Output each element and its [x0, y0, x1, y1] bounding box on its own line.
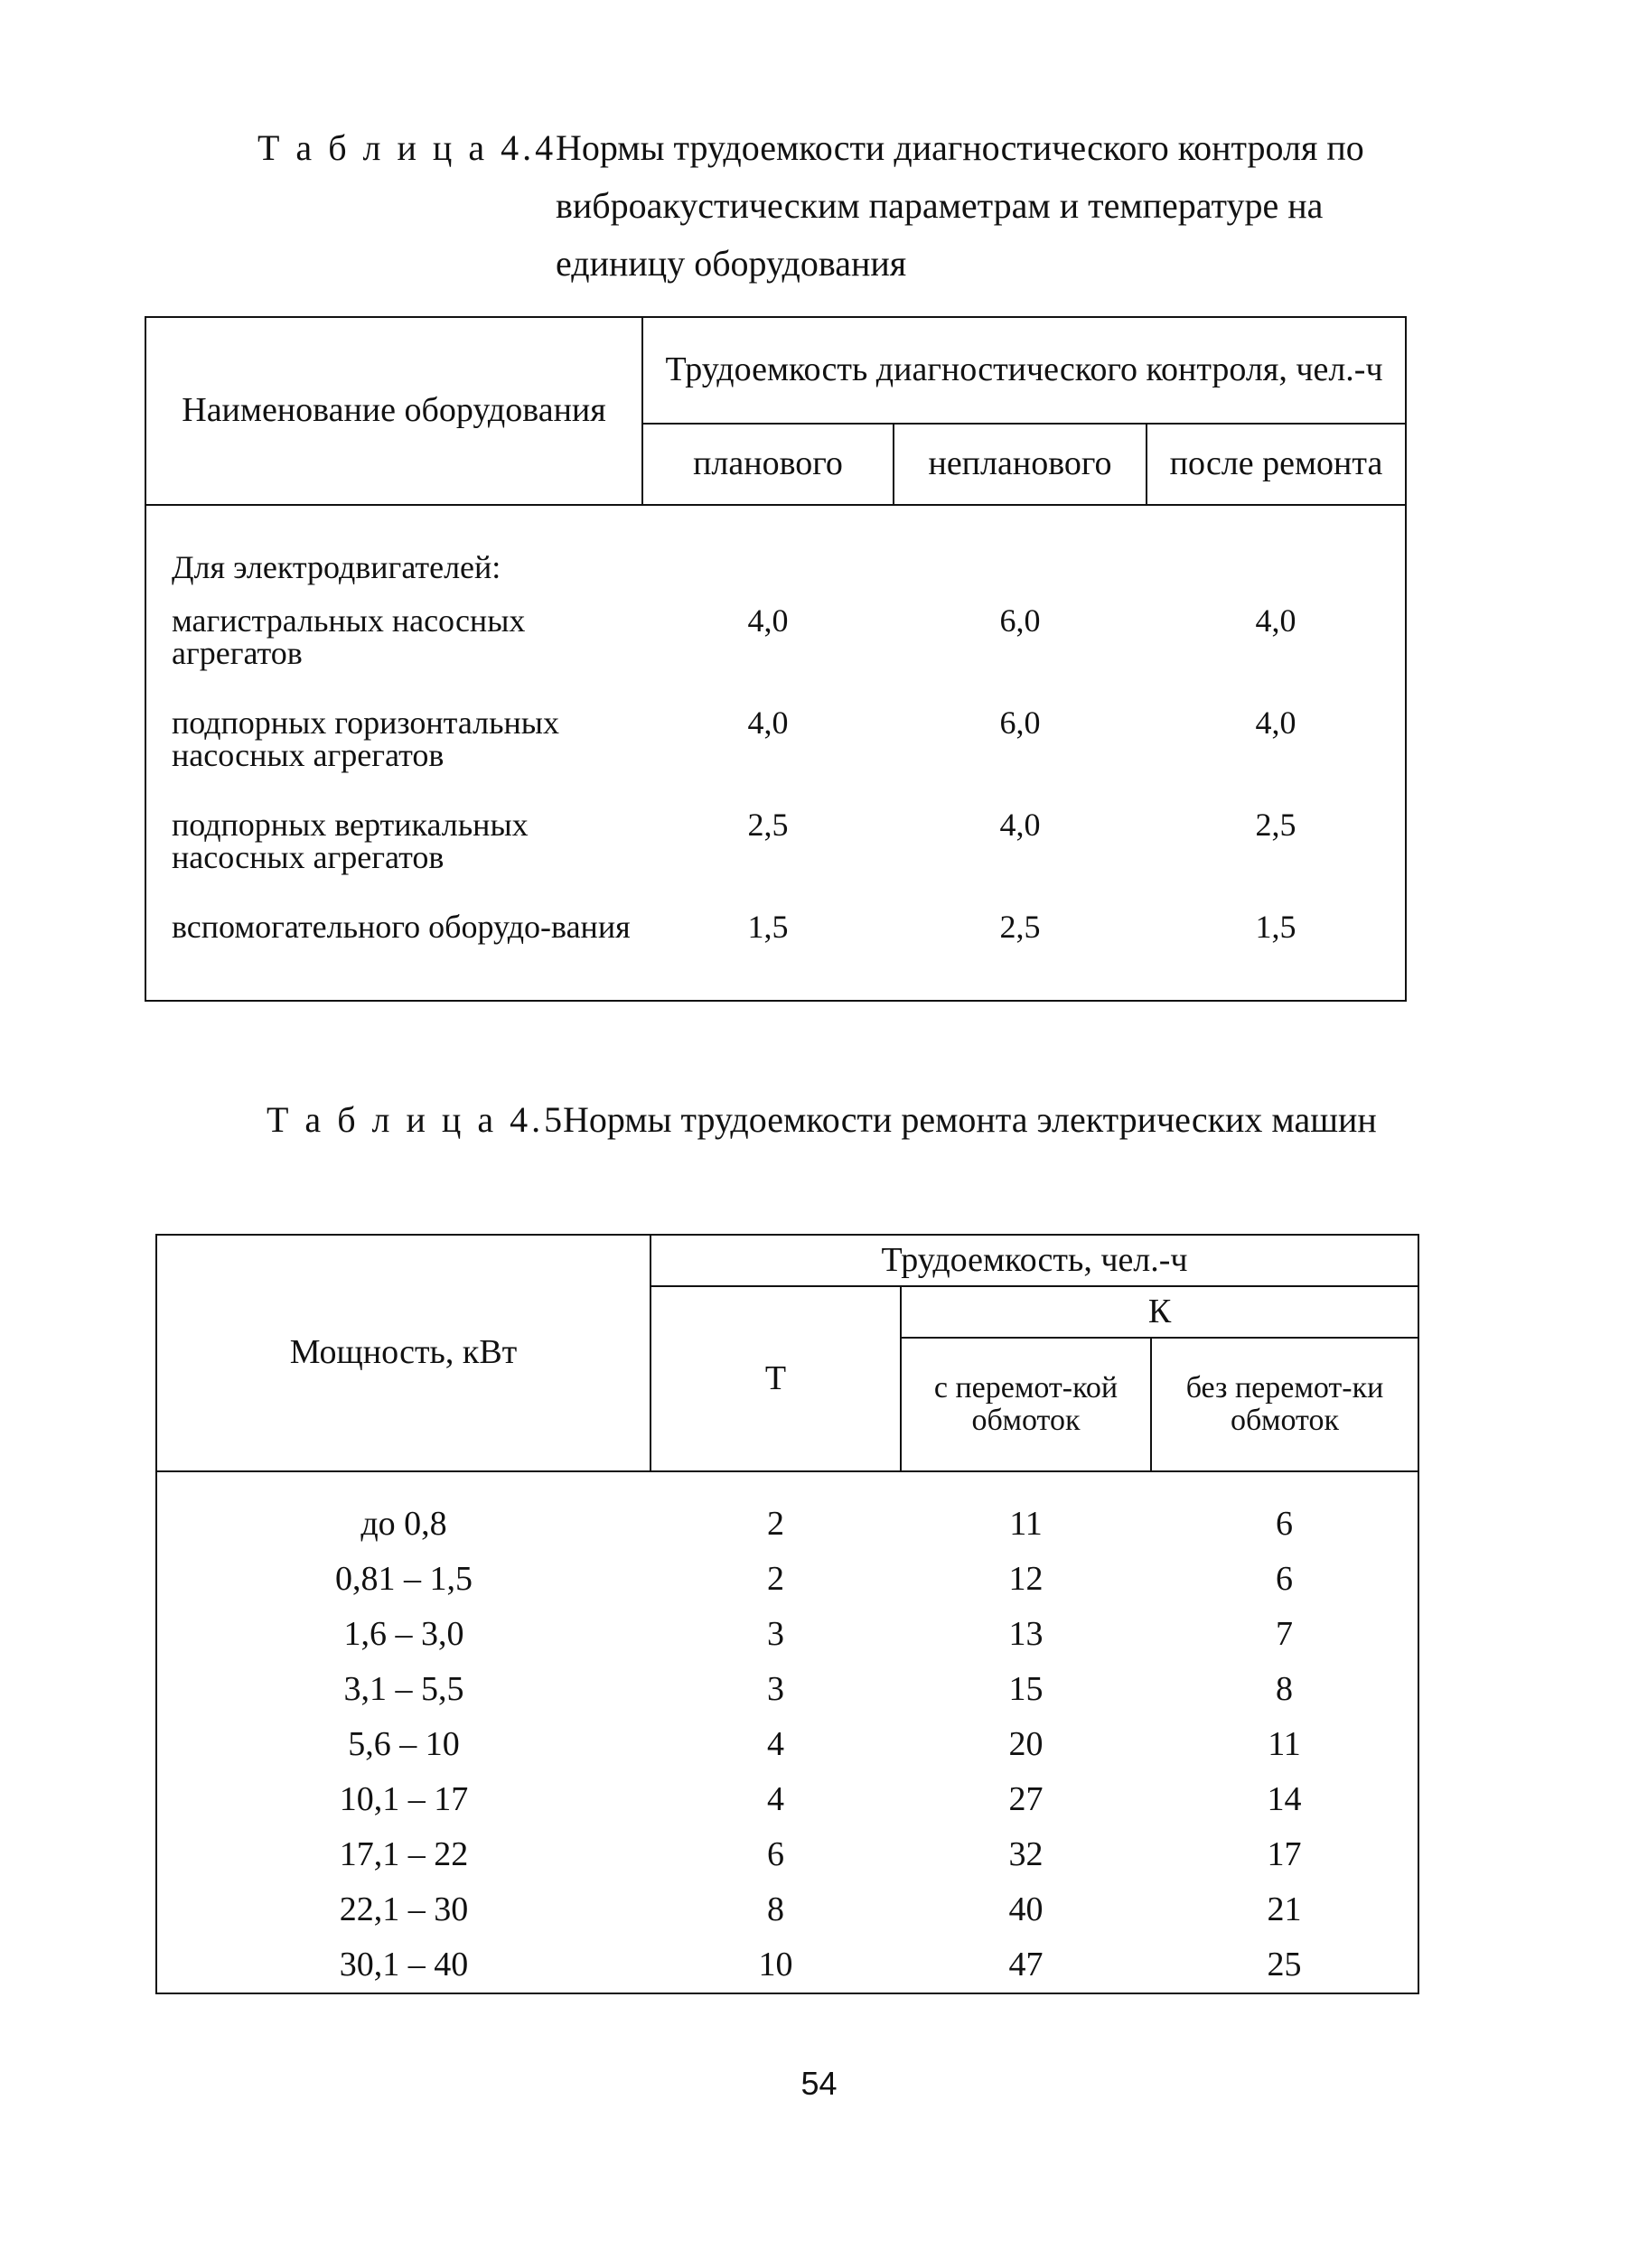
table-row — [156, 1882, 1418, 1937]
table-4-5-label: Т а б л и ц а 4.5 — [267, 1099, 566, 1140]
row-after-repair: 2,5 — [1147, 808, 1406, 910]
group-label: Для электродвигателей: — [145, 505, 1406, 604]
table-4-4 — [145, 316, 1407, 1002]
row-unplanned: 4,0 — [999, 807, 1041, 843]
row-without-rewind: 21 — [1151, 1882, 1418, 1937]
row-name: подпорных вертикальных насосных агрегатов — [145, 808, 642, 910]
row-t: 3 — [767, 1670, 784, 1708]
header-without-rewind: без перемот-ки обмоток — [1151, 1338, 1418, 1471]
row-t: 8 — [767, 1890, 784, 1928]
row-after-repair: 4,0 — [1147, 706, 1406, 808]
table-4-4-caption — [257, 119, 1423, 300]
header-k: К — [901, 1286, 1418, 1338]
table-4-5-caption — [267, 1091, 1423, 1218]
row-unplanned: 2,5 — [894, 910, 1147, 1001]
row-without-rewind: 17 — [1151, 1827, 1418, 1882]
table-row — [156, 1717, 1418, 1772]
header-after-repair: после ремонта — [1147, 424, 1406, 505]
row-with-rewind: 40 — [1008, 1890, 1044, 1928]
row-power: 0,81 – 1,5 — [156, 1552, 651, 1607]
row-planned: 1,5 — [642, 910, 894, 1001]
table-row — [145, 706, 1406, 808]
row-name: магистральных насосных агрегатов — [145, 604, 642, 706]
row-name: вспомогательного оборудо-вания — [145, 910, 642, 1001]
row-power: 10,1 – 17 — [156, 1772, 651, 1827]
header-equipment: Наименование оборудования — [145, 317, 642, 505]
row-unplanned: 6,0 — [999, 602, 1041, 639]
row-power: 30,1 – 40 — [156, 1937, 651, 1993]
page-number: 54 — [800, 2065, 838, 2102]
row-without-rewind: 14 — [1151, 1772, 1418, 1827]
row-with-rewind: 20 — [1008, 1725, 1044, 1763]
row-t: 2 — [767, 1505, 784, 1543]
table-row — [156, 1772, 1418, 1827]
row-planned: 4,0 — [747, 705, 789, 741]
table-4-4-label: Т а б л и ц а 4.4 — [257, 127, 557, 168]
header-planned: планового — [642, 424, 894, 505]
row-without-rewind: 6 — [1151, 1552, 1418, 1607]
row-power: 17,1 – 22 — [156, 1827, 651, 1882]
header-labor-group: Трудоемкость диагностического контроля, чел.-ч — [642, 317, 1406, 424]
table-row — [145, 808, 1406, 910]
row-power: до 0,8 — [156, 1497, 651, 1552]
row-without-rewind: 8 — [1151, 1662, 1418, 1717]
row-with-rewind: 15 — [1008, 1670, 1044, 1708]
row-with-rewind: 47 — [901, 1937, 1151, 1993]
row-without-rewind: 11 — [1151, 1717, 1418, 1772]
row-with-rewind: 11 — [1009, 1505, 1043, 1543]
header-unplanned: непланового — [894, 424, 1147, 505]
row-without-rewind: 6 — [1151, 1497, 1418, 1552]
table-row — [156, 1662, 1418, 1717]
row-power: 5,6 – 10 — [156, 1717, 651, 1772]
header-power: Мощность, кВт — [156, 1235, 651, 1471]
row-planned: 4,0 — [747, 602, 789, 639]
table-row — [156, 1497, 1418, 1552]
row-with-rewind: 27 — [1008, 1780, 1044, 1818]
row-with-rewind: 12 — [1008, 1560, 1044, 1598]
row-after-repair: 4,0 — [1147, 604, 1406, 706]
table-4-5 — [155, 1234, 1419, 1994]
table-row — [156, 1827, 1418, 1882]
header-with-rewind: с перемот-кой обмоток — [901, 1338, 1151, 1471]
row-t: 10 — [651, 1937, 901, 1993]
header-t: Т — [651, 1286, 901, 1471]
row-with-rewind: 32 — [1008, 1835, 1044, 1873]
row-t: 4 — [767, 1780, 784, 1818]
table-4-5-title: Нормы трудоемкости ремонта электрических машин — [563, 1099, 1377, 1140]
row-name: подпорных горизонтальных насосных агрегатов — [145, 706, 642, 808]
header-labor-group: Трудоемкость, чел.-ч — [651, 1235, 1418, 1286]
row-planned: 2,5 — [747, 807, 789, 843]
table-row — [156, 1552, 1418, 1607]
row-t: 3 — [767, 1615, 784, 1653]
table-row — [145, 604, 1406, 706]
row-unplanned: 6,0 — [999, 705, 1041, 741]
row-without-rewind: 7 — [1151, 1607, 1418, 1662]
row-t: 2 — [767, 1560, 784, 1598]
table-row — [156, 1937, 1418, 1993]
row-with-rewind: 13 — [1008, 1615, 1044, 1653]
row-t: 4 — [767, 1725, 784, 1763]
row-power: 22,1 – 30 — [156, 1882, 651, 1937]
table-4-4-title: Нормы трудоемкости диагностического контроля по виброакустическим параметрам и температуре на единицу оборудования — [556, 127, 1364, 284]
table-row — [156, 1607, 1418, 1662]
row-t: 6 — [767, 1835, 784, 1873]
row-power: 3,1 – 5,5 — [156, 1662, 651, 1717]
table-row — [145, 910, 1406, 1001]
row-after-repair: 1,5 — [1147, 910, 1406, 1001]
row-without-rewind: 25 — [1151, 1937, 1418, 1993]
row-power: 1,6 – 3,0 — [156, 1607, 651, 1662]
